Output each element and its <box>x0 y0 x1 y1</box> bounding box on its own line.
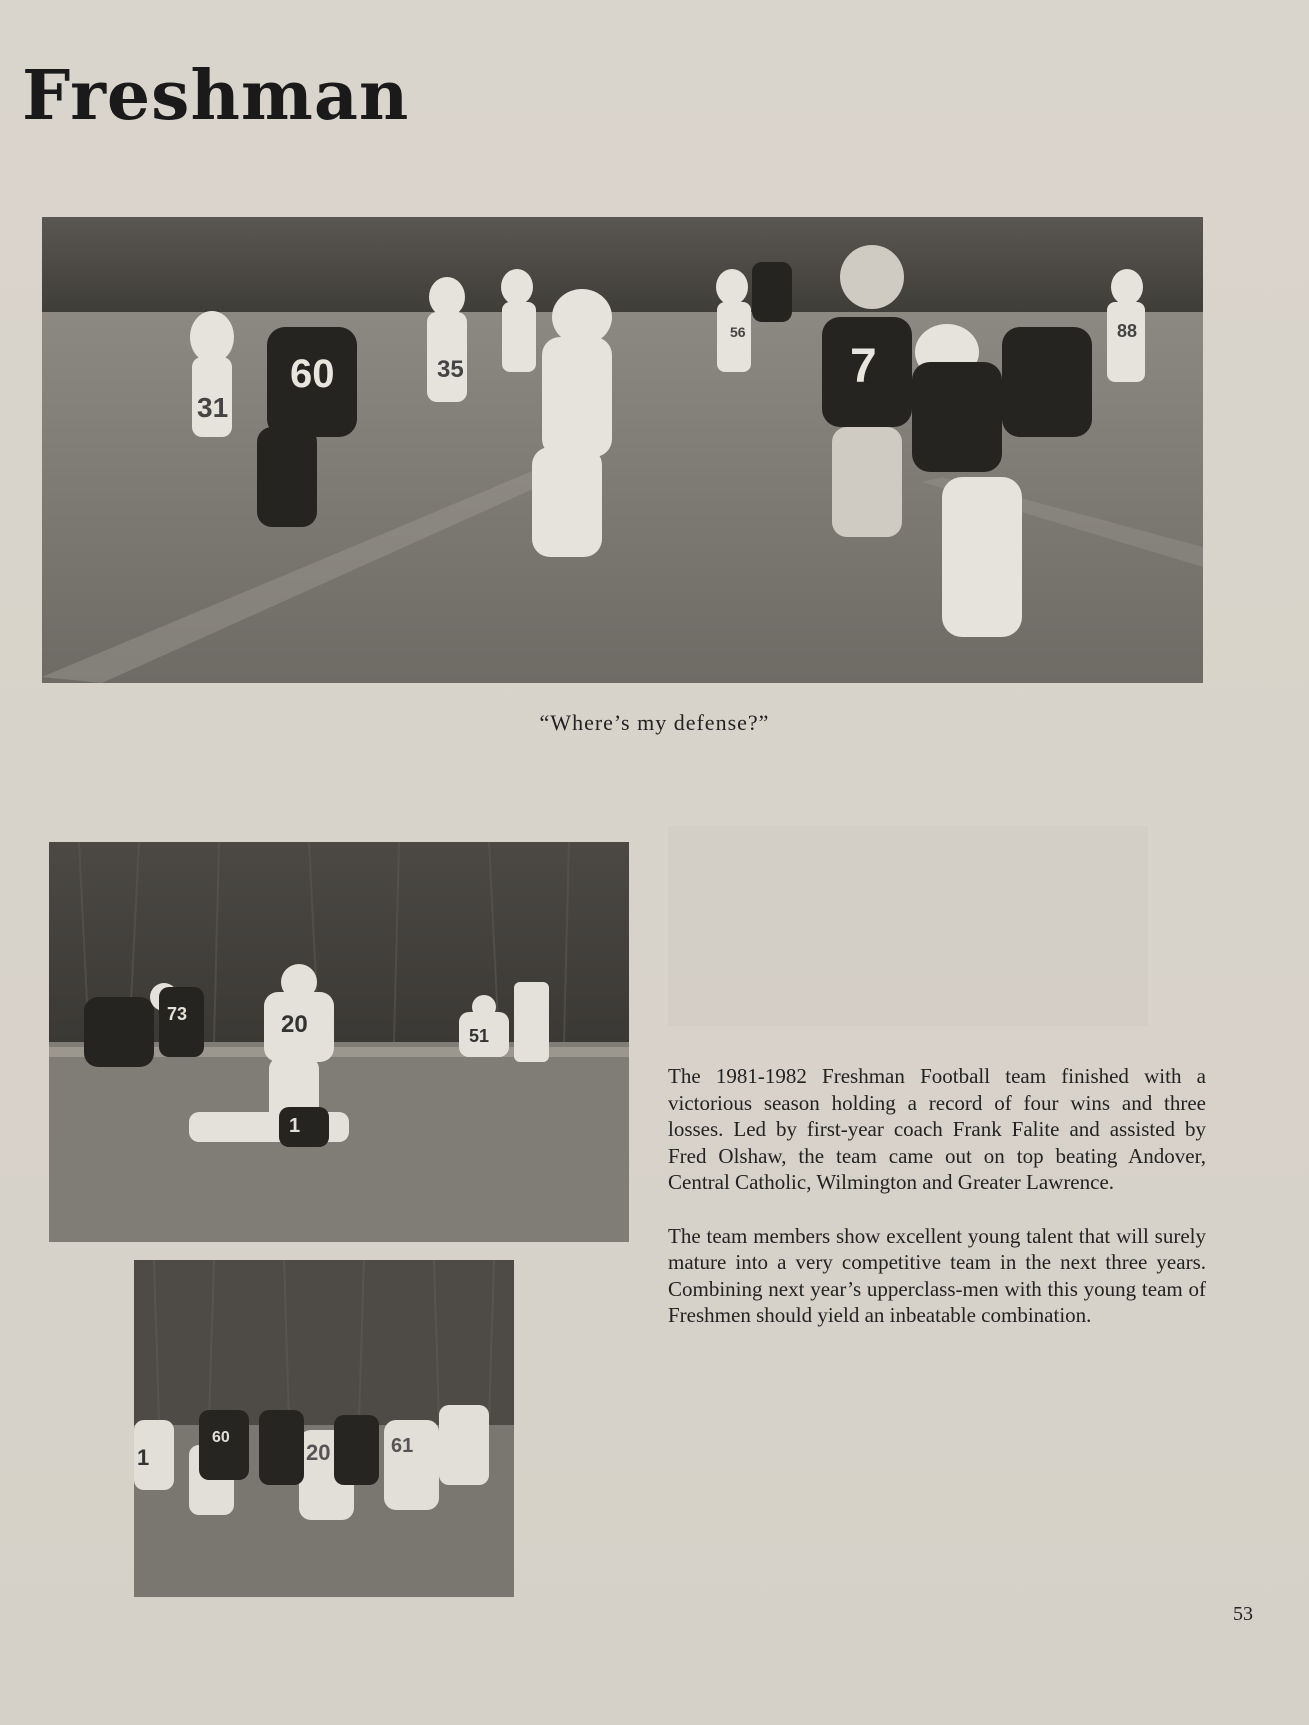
jersey-number: 60 <box>212 1429 230 1446</box>
football-pileup-photo <box>134 1260 514 1597</box>
jersey-number: 7 <box>850 340 877 393</box>
article-body <box>668 1063 1206 1356</box>
article-paragraph: The 1981-1982 Freshman Football team finished with a victorious season holding a record of four wins and three losses. Led by first-year coach Frank Falite and assisted by Fred Olshaw, the team came out on top beating Andover, Central Catholic, Wilmington and Greater Lawrence. <box>668 1064 1206 1194</box>
jersey-number: 35 <box>437 356 464 383</box>
page-title: Freshman <box>22 56 410 136</box>
jersey-number: 20 <box>306 1440 331 1465</box>
page-number: 53 <box>1233 1603 1253 1625</box>
faded-background-area <box>668 826 1148 1026</box>
jersey-number: 51 <box>469 1026 490 1046</box>
jersey-number: 88 <box>1117 321 1138 341</box>
football-action-photo-main <box>42 217 1203 683</box>
jersey-number: 1 <box>137 1445 150 1470</box>
jersey-number: 56 <box>730 324 746 340</box>
jersey-number: 73 <box>167 1004 188 1024</box>
photo-runner-image <box>49 842 629 1242</box>
article-paragraph: The team members show excellent young talent that will surely mature into a very competitive team in the next three years. Combining next year’s upperclass-men with this young team of Freshmen should yield an inbeatable combination. <box>668 1223 1206 1327</box>
football-runner-photo <box>49 842 629 1242</box>
jersey-number: 61 <box>391 1435 414 1457</box>
photo-caption: “Where’s my defense?” <box>539 710 770 735</box>
photo-pileup-image <box>134 1260 514 1597</box>
jersey-number: 20 <box>281 1011 308 1038</box>
jersey-number: 31 <box>197 392 229 423</box>
photo-main-image <box>42 217 1203 683</box>
jersey-number: 60 <box>290 352 335 396</box>
jersey-number: 1 <box>289 1115 301 1137</box>
